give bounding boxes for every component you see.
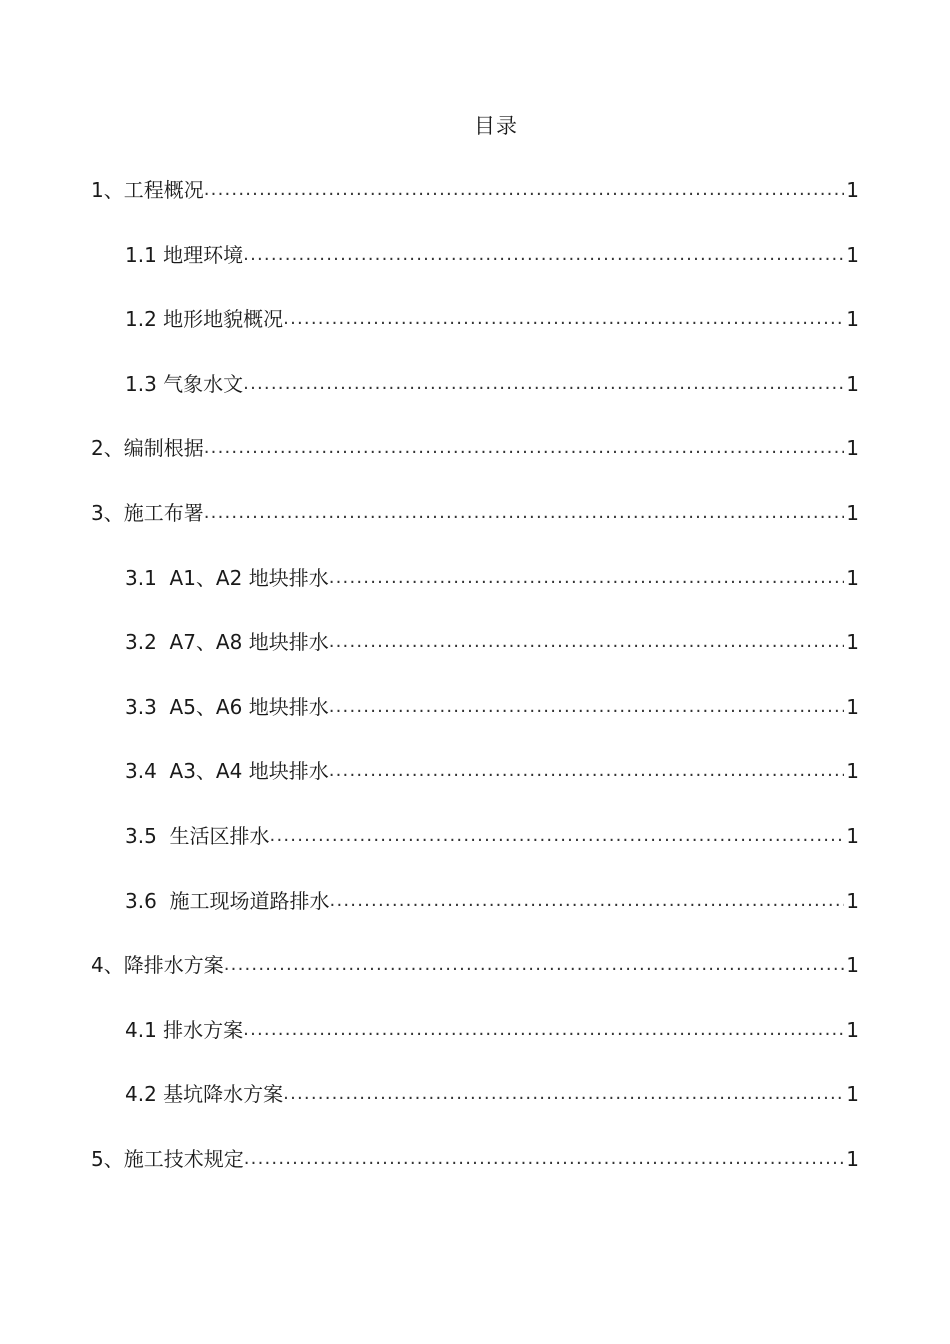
toc-entry[interactable] [125,303,859,335]
toc-page-number: 1 [846,630,859,655]
toc-entry[interactable] [91,432,859,464]
toc-entry-title: 气象水文 [163,371,244,396]
toc-entry-number: 3.1 [125,565,170,590]
toc-entry[interactable] [91,497,859,529]
toc-entry-label [91,949,224,981]
toc-entry-number: 4.2 [125,1082,164,1107]
toc-entry[interactable] [91,1143,859,1175]
toc-entry-title: 施工现场道路排水 [169,888,330,913]
toc-entry-number: 3.6 [125,888,170,913]
toc-entry-number: 1.3 [125,371,164,396]
toc-dot-leader [329,755,845,787]
toc-entry[interactable] [125,755,859,787]
toc-entry-label [125,1078,283,1110]
toc-entry-title: 工程概况 [123,178,204,202]
toc-entry-title: 基坑降水方案 [163,1082,284,1107]
toc-page-number: 1 [846,307,859,332]
toc-entry-number: 2、 [91,436,124,461]
toc-entry-label [125,368,243,400]
toc-entry-label [125,885,330,917]
toc-page-number: 1 [846,694,859,719]
toc-page-number: 1 [846,436,859,461]
toc-entry-label [125,626,329,658]
toc-entry-label [91,174,204,206]
toc-entry-number: 3.5 [125,824,170,848]
toc-page-number: 1 [846,1017,859,1042]
toc-entry-title: 生活区排水 [169,824,270,848]
toc-dot-leader [204,497,845,529]
toc-entry-title: A1、A2 地块排水 [169,565,329,590]
toc-entry[interactable] [125,239,859,271]
toc-entry[interactable] [91,174,859,206]
toc-dot-leader [204,174,845,206]
toc-dot-leader [329,626,845,658]
toc-dot-leader [243,368,844,400]
toc-dot-leader [329,691,845,723]
toc-title: 目录 [474,114,518,138]
toc-page-number: 1 [846,242,859,267]
toc-entry-label [91,432,204,464]
toc-entry[interactable] [91,949,859,981]
toc-entry-number: 4.1 [125,1017,164,1042]
toc-entry-label [125,239,243,271]
toc-entry-title: 排水方案 [163,1017,244,1042]
toc-entry-label [125,691,329,723]
toc-entry-title: 降排水方案 [123,953,224,978]
toc-page-number: 1 [846,824,859,848]
toc-dot-leader [283,1078,844,1110]
toc-entry[interactable] [125,562,859,594]
toc-entry[interactable] [125,626,859,658]
toc-entry-title: 地形地貌概况 [163,307,284,332]
toc-entry-number: 4、 [91,953,124,978]
toc-page-number: 1 [846,1147,859,1171]
toc-page-number: 1 [846,759,859,784]
toc-entry-label [125,562,329,594]
toc-page-number: 1 [846,371,859,396]
toc-entry-number: 3.3 [125,694,170,719]
toc-entry-title: 编制根据 [123,436,204,461]
toc-entry[interactable] [125,1078,859,1110]
toc-entry-number: 1.2 [125,307,164,332]
toc-entry-number: 3.2 [125,630,170,655]
toc-page-number: 1 [846,888,859,913]
toc-entry-title: 施工技术规定 [123,1147,244,1171]
toc-page-number: 1 [846,178,859,202]
toc-page-number: 1 [846,1082,859,1107]
toc-entry-number: 1、 [91,178,124,202]
toc-entry-label [125,1014,243,1046]
toc-dot-leader [270,820,845,852]
toc-entry-title: A5、A6 地块排水 [169,694,329,719]
toc-dot-leader [243,239,844,271]
toc-page-number: 1 [846,953,859,978]
toc-entry-title: A3、A4 地块排水 [169,759,329,784]
toc-dot-leader [204,432,845,464]
toc-entry-label [125,303,283,335]
toc-entry-title: A7、A8 地块排水 [169,630,329,655]
toc-entry-number: 1.1 [125,242,164,267]
toc-entry-number: 3、 [91,501,124,525]
toc-entry-label [125,755,329,787]
toc-entry-number: 3.4 [125,759,170,784]
toc-dot-leader [244,1143,845,1175]
toc-page-number: 1 [846,565,859,590]
toc-entry[interactable] [125,820,859,852]
toc-page-number: 1 [846,501,859,525]
toc-entry-label [125,820,270,852]
toc-entry[interactable] [125,885,859,917]
toc-entry-title: 施工布署 [123,501,204,525]
toc-dot-leader [243,1014,844,1046]
toc-dot-leader [224,949,845,981]
toc-entry-label [91,1143,244,1175]
toc-dot-leader [283,303,844,335]
toc-entry-title: 地理环境 [163,242,244,267]
toc-entry[interactable] [125,691,859,723]
toc-entry[interactable] [125,368,859,400]
toc-dot-leader [329,562,845,594]
toc-entry[interactable] [125,1014,859,1046]
toc-entry-number: 5、 [91,1147,124,1171]
toc-entry-label [91,497,204,529]
toc-dot-leader [330,885,845,917]
